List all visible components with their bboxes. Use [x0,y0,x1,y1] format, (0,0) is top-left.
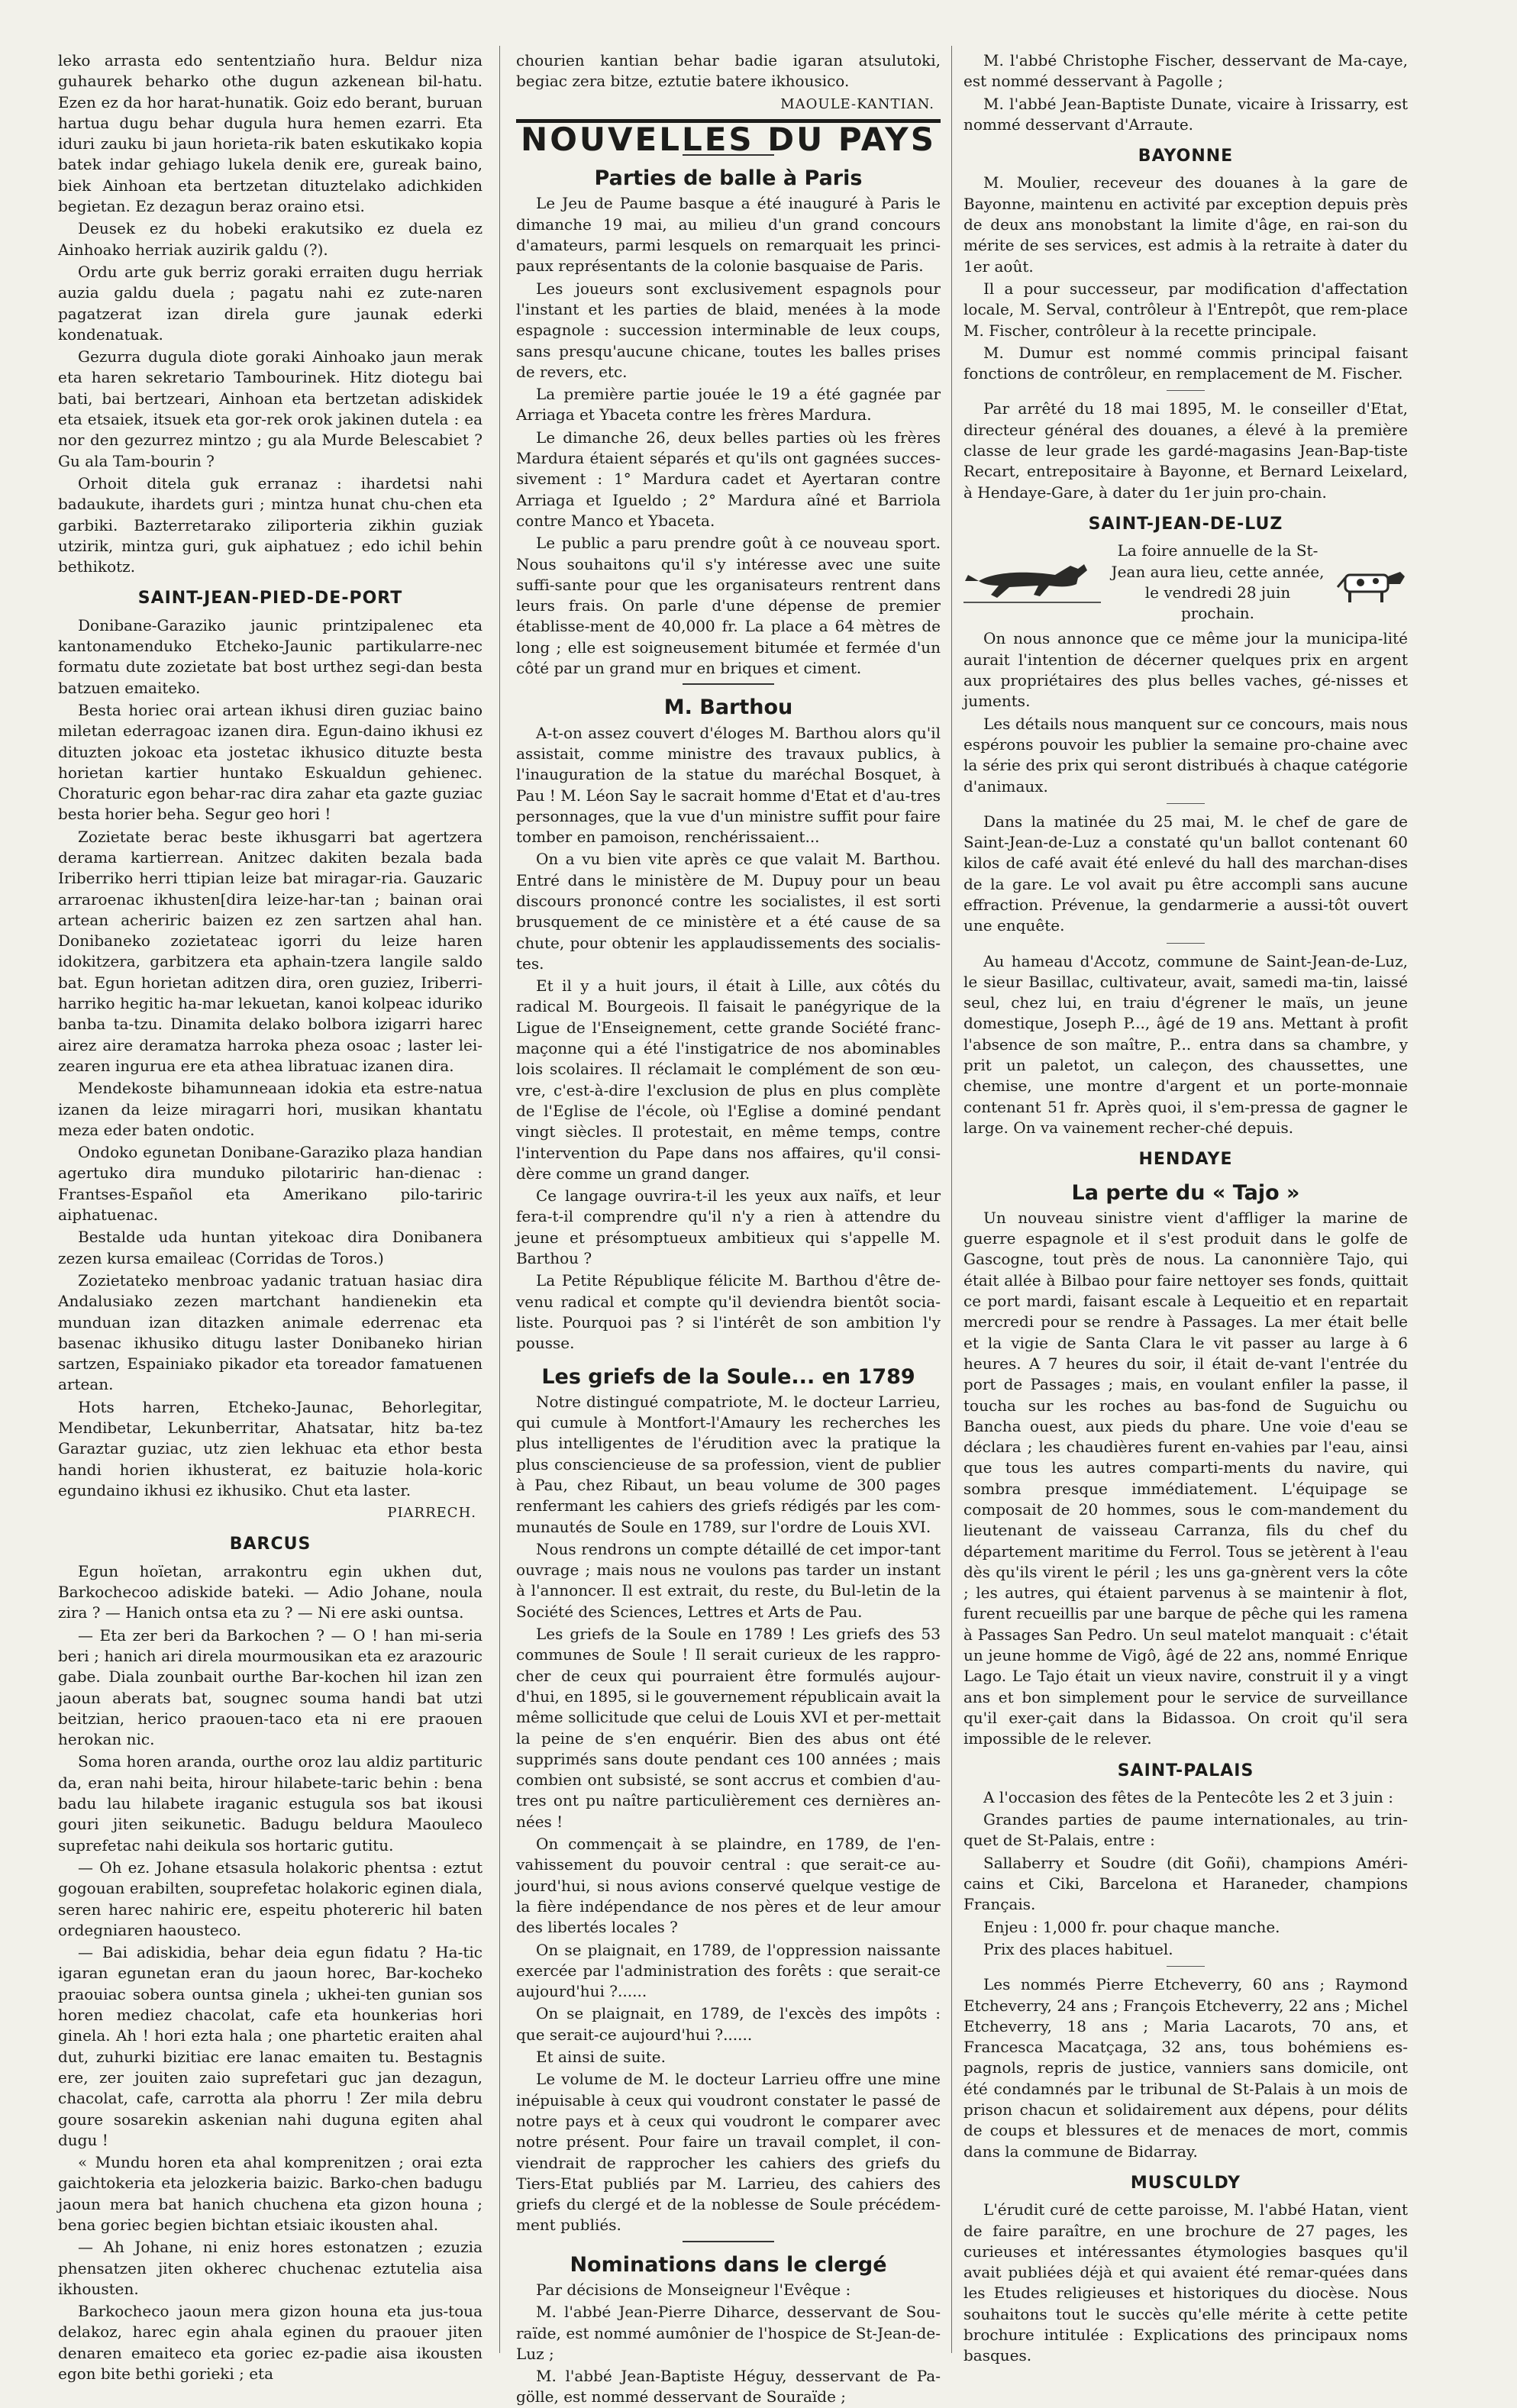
paragraph: M. Dumur est nommé commis principal faisant fonctions de contrôleur, en remplacement de M. Fischer. [963,343,1408,383]
paragraph: leko arrasta edo sententziaño hura. Beldur niza guhaurek beharko othe dugun azkenean bil-hatu. Ezen ez da hor harat-hunatik. Goiz edo berant, buruan hartua dugu behar dugula hura hemen ezarri. Eta iduri zauku bi jaun horieta-rik baten eskutikako kopia batek indar gehiago lukela denik ere, gureak baino, biek Ainhoan eta bertzetan dituztelako adichkiden begietan. Ez dezagun beraz oraino etsi. [58,51,483,216]
column-left [58,50,483,2384]
paragraph: Ordu arte guk berriz goraki erraiten dugu herriak auzia galdu duela ; pagatu nahi ez zute-naren pagatzerat izan direla gure jaunak ederki kondenatuak. [58,262,483,344]
article-heading: La perte du « Tajo » [1071,1180,1300,1205]
paragraph: M. l'abbé Jean-Baptiste Héguy, desservant de Pa-gölle, est nommé desservant de Souraïde ; [516,2367,941,2406]
paragraph: L'érudit curé de cette paroisse, M. l'abbé Hatan, vient de faire paraître, en une brochure de 27 pages, les curieuses et intéressantes étymologies basques qu'il avait publiées déjà et qui avaient été remar-quées dans les Etudes religieuses et historiques du diocèse. Nous souhaitons tout le succès qu'elle mérite à cette petite brochure intitulée : Explications des principaux noms basques. [963,2200,1408,2365]
paragraph: Le dimanche 26, deux belles parties où les frères Mardura étaient séparés et qu'ils ont gagnées succes-sivement : 1° Mardura cadet et Ayertaran contre Arriaga et Igueldo ; 2° Mardura aîné et Barriola contre Manco et Ybaceta. [516,428,941,530]
paragraph: Les nommés Pierre Etcheverry, 60 ans ; Raymond Etcheverry, 24 ans ; François Etcheverry, 22 ans ; Michel Etcheverry, 18 ans ; Maria Lacarots, 70 ans, et Francesca Macatçaga, 32 ans, tous bohémiens es-pagnols, repris de justice, vanniers sans domicile, ont été condamnés par le tribunal de St-Palais à un mois de prison chacun et solidairement aux dépens, pour délits de coups et blessures et de menaces de mort, commis dans la commune de Bidarray. [963,1975,1408,2161]
paragraph: M. l'abbé Christophe Fischer, desservant de Ma-caye, est nommé desservant à Pagolle ; [963,51,1408,91]
paragraph: A l'occasion des fêtes de la Pentecôte les 2 et 3 juin : [983,1787,1393,1806]
section-heading-sjl: SAINT-JEAN-DE-LUZ [1088,514,1283,534]
paragraph: La première partie jouée le 19 a été gagnée par Arriaga et Ybaceta contre les frères Mardura. [516,385,941,424]
divider [683,2241,774,2242]
cow-icon [1335,560,1408,605]
column-middle [516,50,941,2406]
paragraph: M. l'abbé Jean-Pierre Diharce, desservant de Sou-raïde, est nommé aumônier de l'hospice de St-Jean-de-Luz ; [516,2303,941,2363]
section-heading-bayonne: BAYONNE [1138,147,1234,166]
paragraph: Notre distingué compatriote, M. le docteur Larrieu, qui cumule à Montfort-l'Amaury les recherches les plus intelligentes de l'érudition avec la pratique la plus consciencieuse de sa profession, vient de publier à Pau, chez Ribaut, un beau volume de 300 pages renfermant les cahiers des griefs rédigés par les com-munautés de Soule en 1789, sur l'ordre de Louis XVI. [516,1392,941,1536]
paragraph: Par arrêté du 18 mai 1895, M. le conseiller d'Etat, directeur général des douanes, a élevé à la première classe de leur grade les gardé-magasins Jean-Bap-tiste Recart, entrepositaire à Bayonne, et Bernard Leixelard, à Hendaye-Gare, à dater du 1er juin pro-chain. [963,399,1408,502]
fair-announcement [963,541,1408,624]
paragraph: Barkocheco jaoun mera gizon houna eta jus-toua delakoz, harec egin ahala eginen du praouer jiten denaren emaiteco eta goriec ez-padie aisa ikousten egon bite bethi gorieki ; eta [58,2302,483,2384]
paragraph: Gezurra dugula diote goraki Ainhoako jaun merak eta haren sekretario Tambourinek. Hitz diotegu bai bati, bai bertzeari, Ainhoan eta bertzetan adiskidek eta etsaiek, itsuek eta gor-rek orok jakinen dutela : ea nor den gezurrez mintzo ; gu ala Murde Belescabiet ? Gu ala Tam-bourin ? [58,347,483,470]
paragraph: Les griefs de la Soule en 1789 ! Les griefs des 53 communes de Soule ! Il serait curieux de les rappro-cher de ceux qui pourraient être formulés aujour-d'hui, en 1895, si le gouvernement républicain avait la même sollicitude que celui de Louis XVI et per-mettait la peine de s'en enquérir. Bien des abus ont été supprimés sans doute pendant ces 100 années ; mais combien ont subsisté, se sont accrus et combien d'au-tres ont pu naître particulièrement ces dernières an-nées ! [516,1625,941,1831]
paragraph: On nous annonce que ce même jour la municipa-lité aurait l'intention de décerner quelques prix en argent aux propriétaires des plus belles vaches, gé-nisses et juments. [963,629,1408,711]
paragraph: Le Jeu de Paume basque a été inauguré à Paris le dimanche 19 mai, au milieu d'un grand concours d'amateurs, parmi lesquels on remarquait les princi-paux représentants de la colonie basquaise de Paris. [516,194,941,276]
divider [1167,803,1205,804]
article-heading: Parties de balle à Paris [594,166,863,191]
masthead-nouvelles: NOUVELLES DU PAYS [521,120,936,158]
paragraph: Le public a paru prendre goût à ce nouveau sport. Nous souhaitons qu'il s'y intéresse avec une suite suffi-sante pour que les organisateurs rentrent dans leurs frais. On parle d'une dépense de premier établisse-ment de 40,000 fr. La place a 64 mètres de long ; elle est soigneusement bitumée et fermée d'un côté par un grand mur en briques et ciment. [516,534,941,678]
paragraph: chourien kantian behar badie igaran atsulutoki, begiac zera bitze, eztutie batere ikhousico. [516,51,941,91]
paragraph: Et il y a huit jours, il était à Lille, aux côtés du radical M. Bourgeois. Il faisait le panégyrique de la Ligue de l'Enseignement, cette grande Société franc-maçonne qui a été l'instigatrice de nos abominables lois scolaires. Il réclamait le complément de son œu-vre, c'est-à-dire l'exclusion de plus en plus complète de l'Eglise de l'école, où l'Eglise a dominé pendant vingt siècles. Il protestait, en même temps, contre l'intervention du Pape dans nos affaires, qu'il consi-dère comme un grand danger. [516,976,941,1183]
article-heading: M. Barthou [663,696,793,720]
section-heading-sjpp: SAINT-JEAN-PIED-DE-PORT [137,589,403,608]
paragraph: Orhoit ditela guk erranaz : ihardetsi nahi badaukute, ihardets guri ; mintza hunat chu-chen eta garbiki. Bazterretarako ziliporteria zikhin guziak utzirik, mintza guri, guk aiphatuez ; edo ichil behin bethikotz. [58,473,483,576]
paragraph: Il a pour successeur, par modification d'affectation locale, M. Serval, contrôleur à l'Entrepôt, que rem-place M. Fischer, contrôleur à la recette principale. [963,279,1408,340]
column-rule [499,46,500,2353]
divider [683,683,774,685]
paragraph: Par décisions de Monseigneur l'Evêque : [536,2280,851,2299]
paragraph: — Ah Johane, ni eniz hores estonatzen ; ezuzia phensatzen jiten okherec chuchenac eztutelia aisa ikhousten. [58,2238,483,2298]
paragraph: Hots harren, Etcheko-Jaunac, Behorlegitar, Mendibetar, Lekunberritar, Ahatsatar, hitz ba-tez Garaztar guziac, utz zien lekhuac eta ethor besta handi horien ikhusterat, ez baituzie hola-koric egundaino ikhusi ez ikhusiko. Chut eta laster. [58,1397,483,1499]
paragraph: Zozietateko menbroac yadanic tratuan hasiac dira Andalusiako zezen martchant handienekin eta munduan izan ditazken animale ederrenac eta basenac ikhusiko ditugu laster Donibaneko hirian sartzen, Espainiako pikador eta toreador famatuenen artean. [58,1270,483,1394]
paragraph: Les détails nous manquent sur ce concours, mais nous espérons pouvoir les publier la semaine pro-chaine avec la série des prix qui seront distribués à chaque catégorie d'animaux. [963,714,1408,796]
paragraph: Prix des places habituel. [983,1939,1173,1958]
signature: PIARRECH. [387,1505,476,1522]
paragraph: A-t-on assez couvert d'éloges M. Barthou alors qu'il assistait, comme ministre des travaux publics, à l'inauguration de la statue du maréchal Bosquet, à Pau ! M. Léon Say le sacrait homme d'Etat et d'au-tres personnages, que la vue d'un ministre suffit pour faire tomber en pamoison, renchérissaient... [516,723,941,847]
paragraph: Les joueurs sont exclusivement espagnols pour l'instant et les parties de blaid, menées à la mode espagnole : succession interminable de leux coups, sans presqu'aucune chicane, toutes les balles prises de revers, etc. [516,279,941,381]
divider [1167,943,1205,944]
fair-text: La foire annuelle de la St-Jean aura lieu, cette année, le vendredi 28 juin prochain. [1111,541,1325,623]
article-heading: Nominations dans le clergé [570,2252,887,2277]
paragraph: Mendekoste bihamunneaan idokia eta estre-natua izanen da leize miragarri hori, musikan khantatu meza eder baten ondotic. [58,1079,483,1139]
paragraph: Deusek ez du hobeki erakutsiko ez duela ez Ainhoako herriak auzirik galdu (?). [58,219,483,259]
paragraph: Au hameau d'Accotz, commune de Saint-Jean-de-Luz, le sieur Basillac, cultivateur, avait, samedi ma-tin, laissé seul, chez lui, en traiu d'égrener le maïs, un jeune domestique, Joseph P..., âgé de 19 ans. Mettant à profit l'absence de son maître, P... entra dans sa chambre, y prit un paletot, un caleçon, des chaussettes, une chemise, une montre d'argent et un porte-monnaie contenant 51 fr. Après quoi, il s'em-pressa de gagner le large. On va vainement recher-ché depuis. [963,951,1408,1137]
paragraph: On commençait à se plaindre, en 1789, de l'en-vahissement du pouvoir central : que serait-ce au-jourd'hui, si nous avions conservé quelque vestige de la fière indépendance de nos pères et de leur amour des libertés locales ? [516,1835,941,1937]
paragraph: M. l'abbé Jean-Baptiste Dunate, vicaire à Irissarry, est nommé desservant d'Arraute. [963,94,1408,134]
column-rule [951,46,952,2353]
column-right [963,50,1408,2365]
paragraph: Donibane-Garaziko jaunic printzipalenec eta kantonamenduko Etcheko-Jaunic partikularre-nec formatu dute zozietate bat bost urthez segi-dan besta batzuen emaiteko. [58,615,483,697]
paragraph: Ondoko egunetan Donibane-Garaziko plaza handian agertuko dira munduko pilotariric han-dienac : Frantses-Español eta Amerikano pilo-tariric aiphatuenac. [58,1143,483,1225]
paragraph: On a vu bien vite après ce que valait M. Barthou. Entré dans le ministère de M. Dupuy pour un beau discours prononcé contre les socialistes, il est sorti brusquement de ce ministère et a été cause de sa chute, pour obtenir les applaudissements des socialis-tes. [516,850,941,973]
paragraph: M. Moulier, receveur des douanes à la gare de Bayonne, maintenu en activité par exception depuis près de deux ans monobstant la limite d'âge, en rai-son du mérite de ses services, est admis à la retraite à dater du 1er août. [963,173,1408,276]
paragraph: Un nouveau sinistre vient d'affliger la marine de guerre espagnole et il s'est produit dans le golfe de Gascogne, tout près de nous. La canonnière Tajo, qui était allée à Bilbao pour faire nettoyer ses fonds, quittait ce port mardi, faisant escale à Lequeitio et en repartait mercredi pour se rendre à Passages. La mer était belle et la vigie de Santa Clara le vit passer au large à 6 heures. A 7 heures du soir, il était de-vant l'entrée du port de Passages ; mais, en voulant enfiler la passe, il toucha sur les roches au bas-fond de Suguichu ou Bancha ouest, aux pieds du phare. Une voie d'eau se déclara ; les chaudières furent en-vahies par l'eau, ainsi que tous les autres comparti-ments du navire, qui sombra presque immédiatement. L'équipage se composait de 20 hommes, sous le com-mandement du lieutenant de vaisseau Carranza, fils du chef du département maritime du Ferrol. Tous se jetèrent à l'eau dès qu'ils virent le péril ; les uns ga-gnèrent vers la côte ; les autres, qui étaient parvenus à se maintenir à flot, furent recueillis par une barque de pêche qui les ramena à Passages San Pedro. Un seul matelot manquait : c'était un jeune homme de Vigô, âgé de 22 ans, nommé Enrique Lago. Le Tajo était un vieux navire, construit il y a vingt ans et bon simplement pour le service de surveillance qu'il exer-çait dans la Bidassoa. On croit qu'il sera impossible de le relever. [963,1208,1408,1748]
divider [1167,1966,1205,1967]
section-heading-spalais: SAINT-PALAIS [1117,1761,1254,1780]
section-heading-barcus: BARCUS [229,1535,311,1554]
paragraph: Le volume de M. le docteur Larrieu offre une mine inépuisable à ceux qui voudront constater le passé de notre pays et à ceux qui voudront le comparer avec notre présent. Pour faire un travail complet, il con-viendrait de rapprocher les cahiers des griefs du Tiers-Etat publiés par M. Larrieu, des cahiers des griefs du clergé et de la noblesse de Soule précédem-ment publiés. [516,2070,941,2235]
divider [1167,390,1205,391]
paragraph: « Mundu horen eta ahal komprenitzen ; orai ezta gaichtokeria eta jelozkeria baizic. Barko-chen badugu jaoun mera bat hanich chuchena eta gizon houna ; bena goriec begien bichtan etsiaic ikousten ahal. [58,2153,483,2234]
paragraph: Grandes parties de paume internationales, au trin-quet de St-Palais, entre : [963,1810,1408,1850]
paragraph: Enjeu : 1,000 fr. pour chaque manche. [983,1917,1280,1936]
paragraph: On se plaignait, en 1789, de l'oppression naissante exercée par l'administration des forêts : que serait-ce aujourd'hui ?...... [516,1940,941,2001]
paragraph: — Oh ez. Johane etsasula holakoric phentsa : eztut gogouan erabilten, souprefetac holakoric eginen diala, seren harec nahiric ere, espeitu photereric hil baten ordegniaren haousteco. [58,1858,483,1939]
paragraph: Zozietate berac beste ikhusgarri bat agertzera derama kartierrean. Anitzec dakiten bezala bada Iriberriko herri ttipian leize bat miragar-ria. Gauzaric arraroenac ikhusten[dira leize-har-tan ; bainan orai artean acheriric baizen ez zen sartzen ahal han. Donibaneko zozietateac igorri du leize haren idokitzera, garbitzera eta aphain-tzera langile saldo bat. Egun horietan aditzen dira, oren guziez, Iriberri-harriko hegitic ha-mar lekuetan, kanoi kolpeac iduriko banba ta-tzu. Dinamita delako bolbora izigarri harec airez aire deramatza harroka pheza osoac ; laster lei-zearen ingurua ere eta athea libratuac izanen dira. [58,827,483,1075]
paragraph: Nous rendrons un compte détaillé de cet impor-tant ouvrage ; mais nous ne voulons pas tarder un instant à l'annoncer. Il est extrait, du reste, du Bul-letin de la Société des Sciences, Lettres et Arts de Pau. [516,1539,941,1621]
paragraph: — Bai adiskidia, behar deia egun fidatu ? Ha-tic igaran egunetan eran du jaoun horec, Bar-kocheko praouiac sobera ountsa ginela ; ukhei-ten gunian sos horen mediez chacolat, cafe eta hounkerias hori ginela. Ah ! hori ezta hala ; one phartetic eraiten ahal dut, zuhurki bizitiac ere lanac emaiten tu. Bestagnis ere, zer jouiten zaio suprefetari guc jan dezagun, chacolat, cafe, carrotta ala phorru ! Zer mila debru goure sosarekin askenian nahi duguna egiten ahal dugu ! [58,1943,483,2149]
paragraph: Besta horiec orai artean ikhusi diren guziac baino miletan ederragoac izanen dira. Egun-daino ikhusi ez dituzten jokoac eta jostetac ikhusico dituzte besta horietan kartier huntako Eskualdun gehienec. Choraturic egon behar-rac dira zahar eta gazte guziac besta horier beha. Segur geo hori ! [58,700,483,824]
paragraph: — Eta zer beri da Barkochen ? — O ! han mi-seria beri ; hanich ari direla mourmousikan eta ez arazouric gabe. Diala zounbait ourthe Bar-kochen hil izan zen jaoun aberats bat, sougnec souma handi bat utzi beitzian, herico praouen-taco eta ni ere praouen herokan nic. [58,1625,483,1749]
paragraph: Dans la matinée du 25 mai, M. le chef de gare de Saint-Jean-de-Luz a constaté qu'un ballot contenant 60 kilos de café avait été enlevé du hall des marchan-dises de la gare. Le vol avait pu être accompli sans aucune effraction. Prévenue, la gendarmerie a aussi-tôt ouvert une enquête. [963,812,1408,935]
section-heading-musculdy: MUSCULDY [1130,2173,1241,2193]
section-heading-hendaye: HENDAYE [1138,1150,1233,1170]
horse-icon [963,558,1101,607]
paragraph: Et ainsi de suite. [536,2048,666,2067]
signature: MAOULE-KANTIAN. [780,95,934,112]
paragraph: On se plaignait, en 1789, de l'excès des impôts : que serait-ce aujourd'hui ?...... [516,2004,941,2044]
paragraph: La Petite République félicite M. Barthou d'être de-venu radical et compte qu'il deviendra bientôt socia-liste. Pourquoi pas ? si l'intérêt de son ambition l'y pousse. [516,1271,941,1353]
article-heading: Les griefs de la Soule... en 1789 [541,1364,915,1389]
paragraph: Egun hoïetan, arrakontru egin ukhen dut, Barkochecoo adiskide bateki. — Adio Johane, noula zira ? — Hanich ontsa eta zu ? — Ni ere aski ountsa. [58,1561,483,1622]
paragraph: Bestalde uda huntan yitekoac dira Donibanera zezen kursa emaileac (Corridas de Toros.) [58,1228,483,1267]
paragraph: Soma horen aranda, ourthe oroz lau aldiz partituric da, eran nahi beita, hirour hilabete-taric behin : bena badu lau hilabete iraganic estugula sos bat ikousi gouri jiten seikunetic. Badugu beldura Maouleco suprefetac nahi deikula sos hortaric gutitu. [58,1752,483,1854]
paragraph: Sallaberry et Soudre (dit Goñi), champions Améri-cains et Ciki, Barcelona et Haraneder, champions Français. [963,1853,1408,1914]
paragraph: Ce langage ouvrira-t-il les yeux aux naïfs, et leur fera-t-il comprendre qu'il n'y a rien à attendre du jeune et présomptueux ambitieux qui s'appelle M. Barthou ? [516,1186,941,1268]
